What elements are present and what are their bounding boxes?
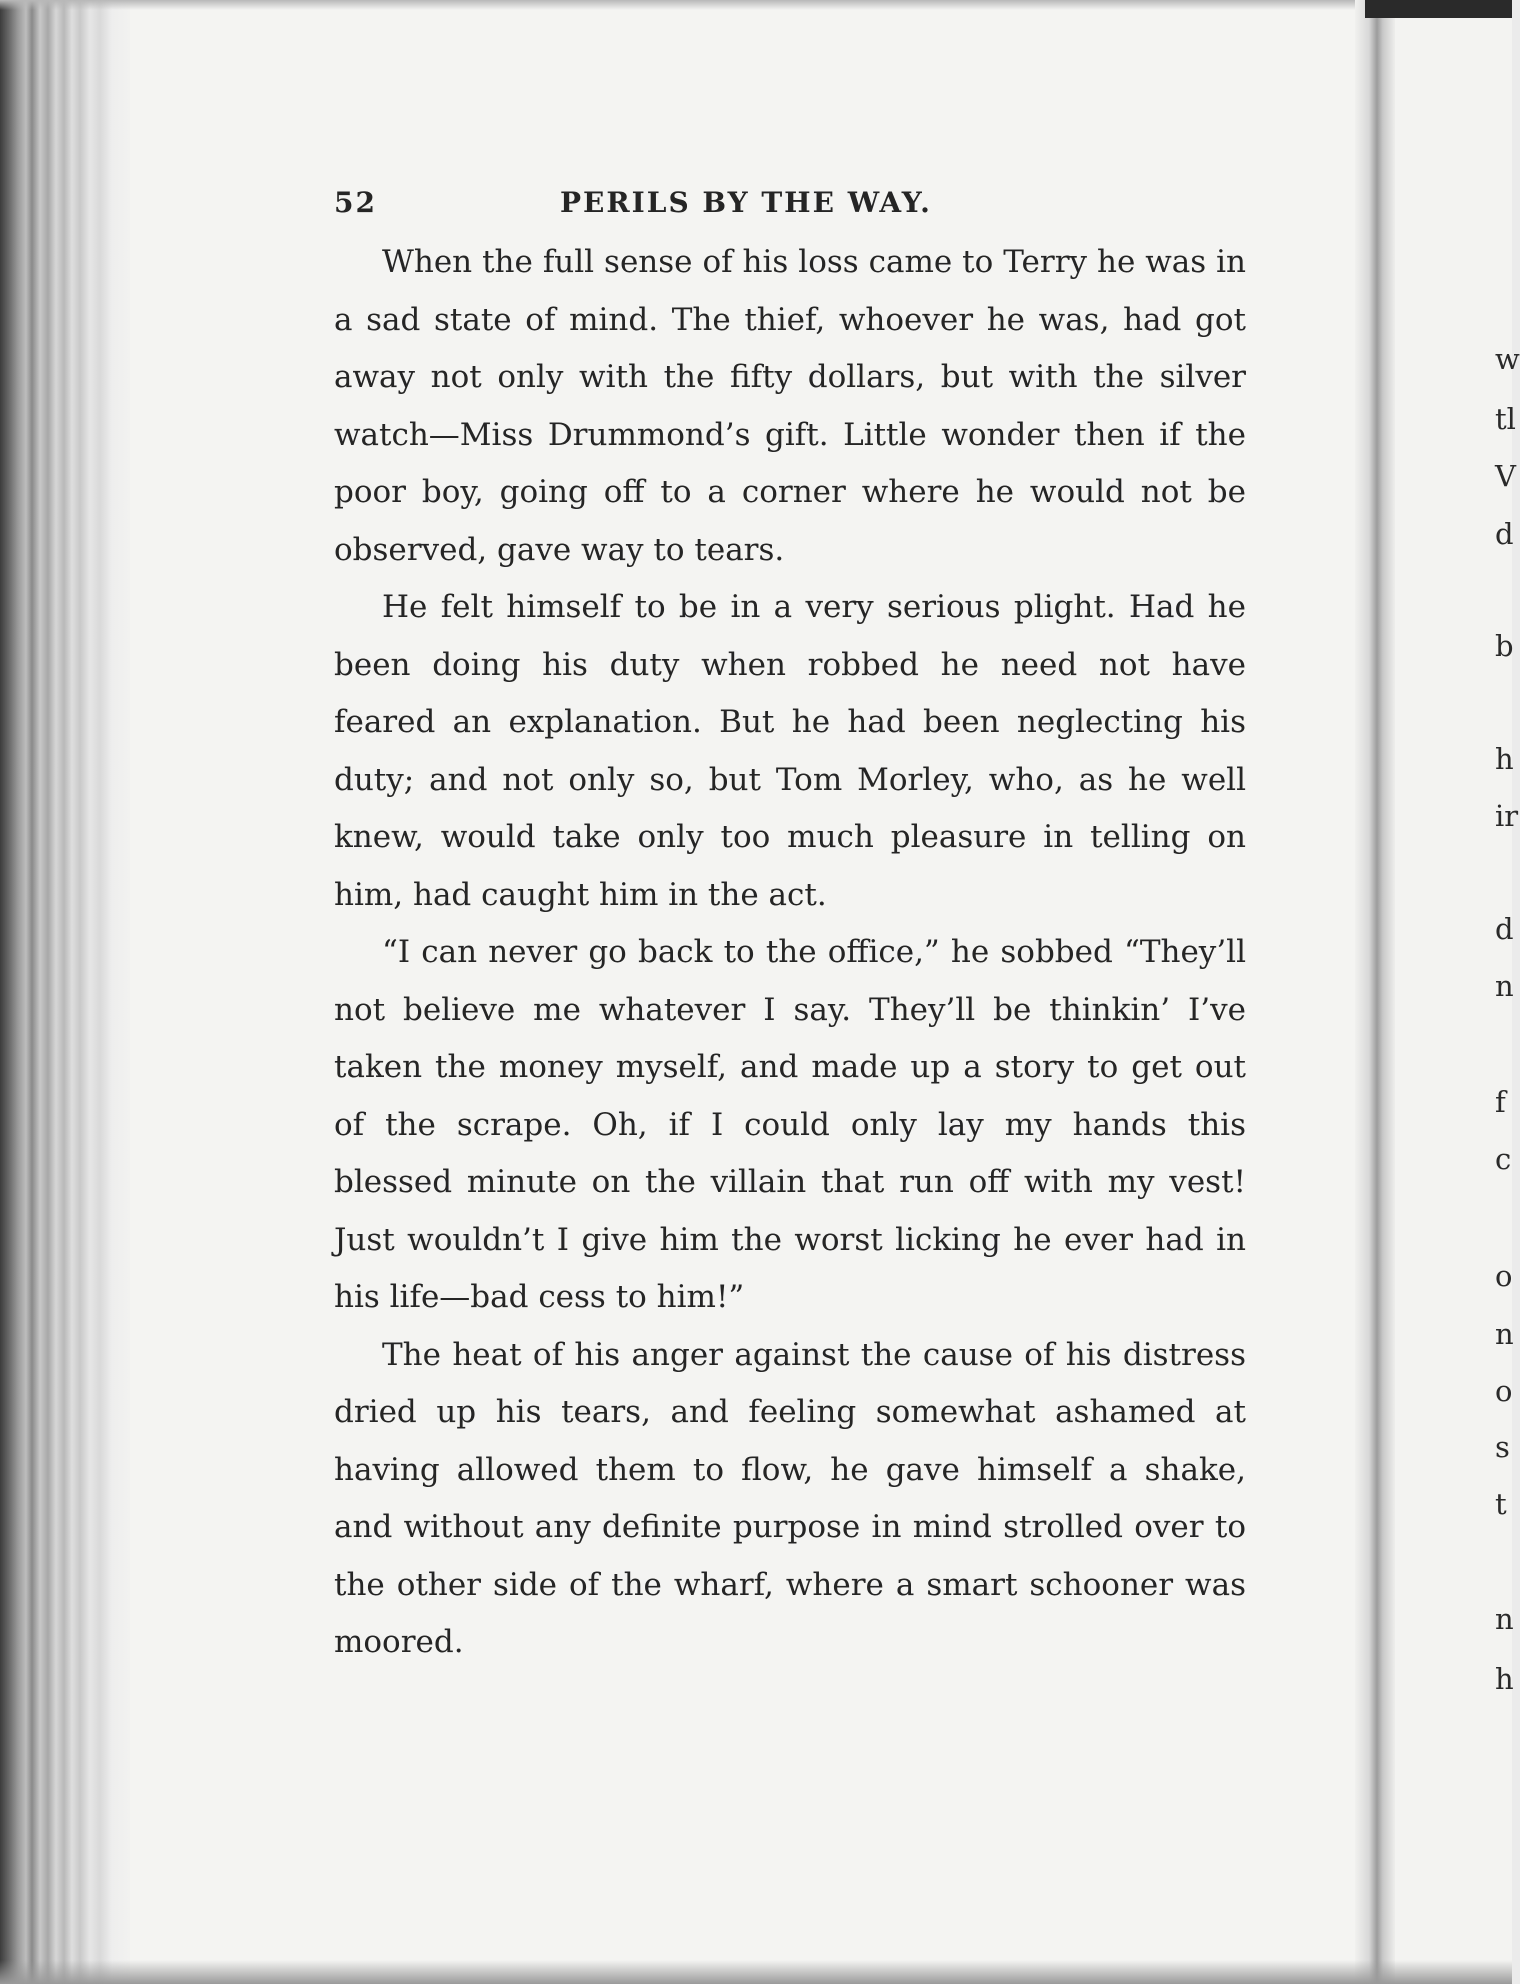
scan-background-corner: [1365, 0, 1512, 18]
facing-page-fragment: t: [1495, 1487, 1507, 1521]
book-gutter: [1355, 0, 1395, 1984]
facing-page-fragment: f: [1495, 1085, 1506, 1119]
facing-page-fragment: o: [1495, 1259, 1513, 1293]
facing-page-fragment: ir: [1495, 799, 1519, 833]
facing-page-fragment: n: [1495, 1317, 1514, 1351]
facing-page-fragment: tl: [1495, 402, 1516, 436]
book-page: [334, 186, 1246, 1672]
facing-page-fragment: d: [1495, 517, 1514, 551]
facing-page-fragment: b: [1495, 629, 1514, 663]
facing-page-fragment: s: [1495, 1430, 1510, 1464]
paragraph: “I can never go back to the office,” he sobbed “They’ll not believe me whatever I say. They’ll be thinkin’ I’ve taken the money myself, and made up a story to get out of the scrape. Oh, if I could only lay my hands this blessed minute on the villain that run off with my vest! Just wouldn’t I give him the worst licking he ever had in his life—bad cess to him!”: [334, 934, 1246, 1315]
paragraph: He felt himself to be in a very serious plight. Had he been doing his duty when robbed he need not have feared an explanation. But he had been neglecting his duty; and not only so, but Tom Morley, who, as he well knew, would take only too much pleasure in telling on him, had caught him in the act.: [334, 589, 1246, 913]
running-title: PERILS BY THE WAY.: [560, 186, 932, 219]
top-shadow: [0, 0, 1512, 10]
page-number: 52: [334, 186, 377, 219]
facing-page-fragment: n: [1495, 969, 1514, 1003]
facing-page-fragment: w: [1495, 342, 1520, 376]
bottom-shadow: [0, 1960, 1512, 1984]
facing-page-fragment: d: [1495, 912, 1514, 946]
facing-page-fragment: o: [1495, 1374, 1513, 1408]
paragraph: The heat of his anger against the cause of his distress dried up his tears, and feeling somewhat ashamed at having allowed them to flow, he gave himself a shake, and without any definite purpose in mind strolled over to the other side of the wharf, where a smart schooner was moored.: [334, 1336, 1246, 1660]
paragraph: When the full sense of his loss came to Terry he was in a sad state of mind. The thief, whoever he was, had got away not only with the fifty dollars, but with the silver watch—Miss Drummond’s gift. Little wonder then if the poor boy, going off to a corner where he would not be observed, gave way to tears.: [334, 244, 1246, 568]
facing-page-fragment: c: [1495, 1142, 1512, 1176]
facing-page-fragment: V: [1495, 459, 1516, 493]
facing-page-fragment: h: [1495, 742, 1514, 776]
facing-page-fragment: h: [1495, 1662, 1514, 1696]
facing-page-fragment: n: [1495, 1602, 1514, 1636]
page-block-edge: [0, 0, 130, 1984]
running-head: [334, 186, 1246, 234]
